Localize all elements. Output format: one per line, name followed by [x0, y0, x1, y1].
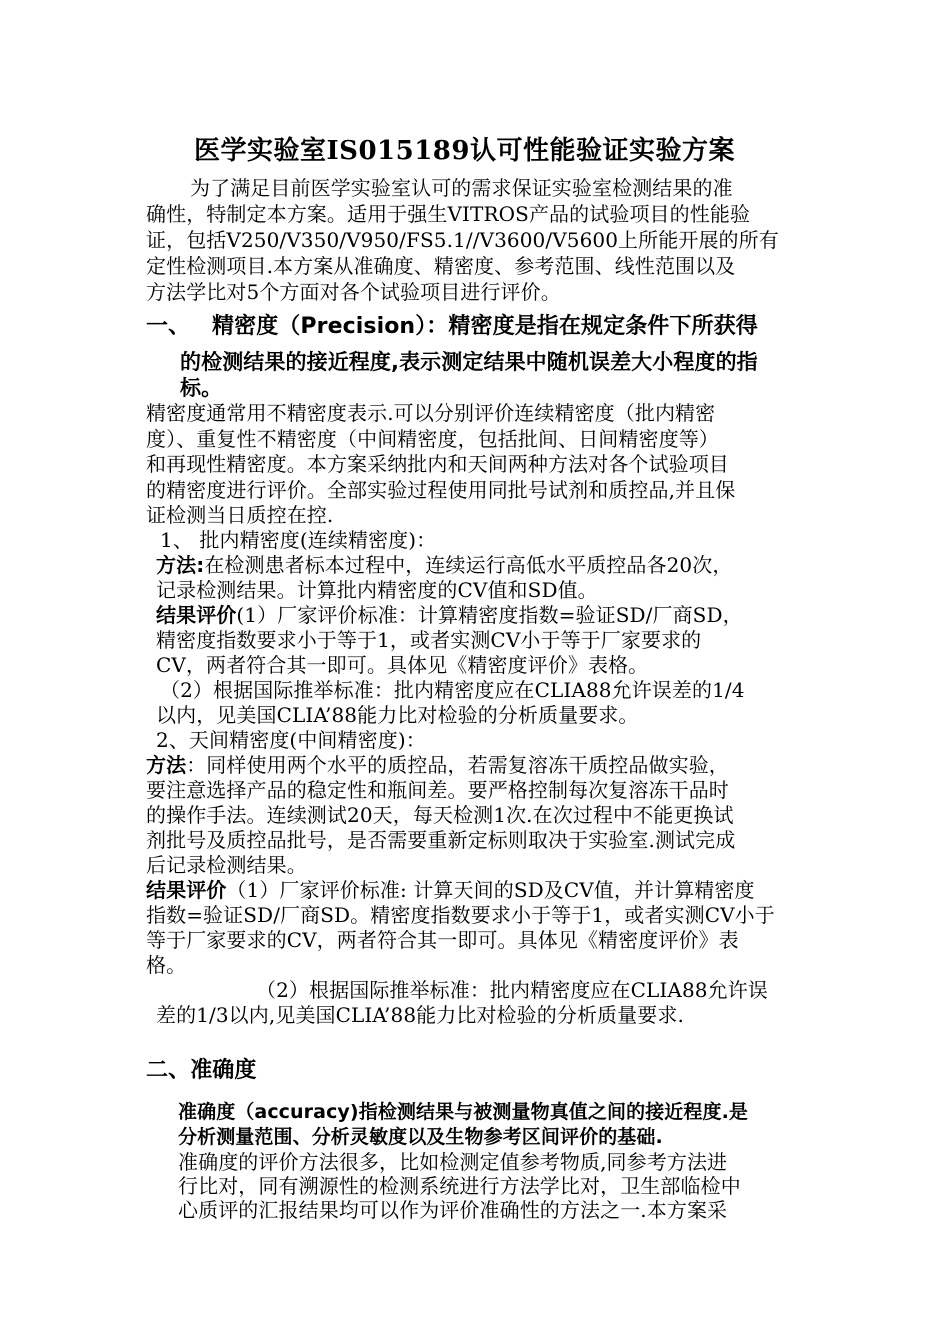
sub1-method-line	[156, 552, 732, 578]
sub1-eval-label: 结果评价	[156, 603, 237, 627]
section1-heading-line: 的检测结果的接近程度,表示测定结果中随机误差大小程度的指	[180, 350, 758, 374]
sub1-eval-text: (1）厂家评价标准：计算精密度指数=验证SD/厂商SD，	[236, 603, 743, 627]
sub1-eval-line: 以内，见美国CLIA’88能力比对检验的分析质量要求。	[156, 703, 639, 727]
sub2-eval-line: 差的1/3以内,见美国CLIA’88能力比对检验的分析质量要求.	[156, 1003, 684, 1027]
section1-heading-line: 精密度（Precision）：精密度是指在规定条件下所获得	[212, 314, 758, 339]
sub1-eval-line: （2）根据国际推举标准：批内精密度应在CLIA88允许误差的1/4	[160, 678, 745, 702]
sub2-heading: 2、天间精密度(中间精密度)：	[156, 728, 426, 752]
section1-body-line: 和再现性精密度。本方案采纳批内和天间两种方法对各个试验项目	[146, 452, 729, 476]
sub1-heading: 1、 批内精密度(连续精密度)：	[160, 528, 437, 552]
intro-line: 为了满足目前医学实验室认可的需求保证实验室检测结果的准	[190, 176, 733, 200]
sub2-eval-text: （1）厂家评价标准: 计算天间的SD及CV值，并计算精密度	[226, 878, 755, 902]
sub1-method-line: 记录检测结果。计算批内精密度的CV值和SD值。	[156, 578, 598, 602]
intro-line: 确性，特制定本方案。适用于强生VITROS产品的试验项目的性能验	[146, 202, 751, 226]
section1-body-line: 证检测当日质控在控.	[146, 503, 334, 527]
section2-body-line: 心质评的汇报结果均可以作为评价准确性的方法之一.本方案采	[178, 1198, 728, 1222]
section1-body-line: 度）、重复性不精密度（中间精密度，包括批间、日间精密度等）	[146, 427, 719, 451]
section2-body-line: 准确度的评价方法很多，比如检测定值参考物质,同参考方法进	[178, 1150, 728, 1174]
sub2-method-line	[146, 752, 729, 778]
section1-body-line: 的精密度进行评价。全部实验过程使用同批号试剂和质控品,并且保	[146, 478, 736, 502]
sub1-eval-line	[156, 602, 743, 628]
sub2-eval-line: 格。	[146, 953, 187, 977]
sub2-method-line: 后记录检测结果。	[146, 853, 307, 877]
sub2-eval-line: 指数=验证SD/厂商SD。精密度指数要求小于等于1，或者实测CV小于	[146, 903, 775, 927]
sub2-eval-line: （2）根据国际推举标准：批内精密度应在CLIA88允许误	[256, 978, 768, 1002]
sub2-eval-line: 等于厂家要求的CV，两者符合其一即可。具体见《精密度评价》表	[146, 928, 739, 952]
sub2-method-text: ：同样使用两个水平的质控品，若需复溶冻干质控品做实验，	[186, 753, 729, 777]
sub2-eval-label: 结果评价	[146, 878, 227, 902]
intro-line: 定性检测项目.本方案从准确度、精密度、参考范围、线性范围以及	[146, 254, 736, 278]
intro-line: 方法学比对5个方面对各个试验项目进行评价。	[146, 280, 561, 304]
section1-heading-line: 标。	[180, 376, 223, 400]
document-title: 医学实验室IS015189认可性能验证实验方案	[194, 136, 735, 166]
sub2-method-line: 要注意选择产品的稳定性和瓶间差。要严格控制每次复溶冻干品时	[146, 778, 729, 802]
sub1-method-text: 在检测患者标本过程中，连续运行高低水平质控品各20次，	[204, 553, 733, 577]
sub1-method-label: 方法:	[156, 553, 205, 577]
sub1-eval-line: CV，两者符合其一即可。具体见《精密度评价》表格。	[156, 653, 649, 677]
sub2-method-line: 剂批号及质控品批号，是否需要重新定标则取决于实验室.测试完成	[146, 828, 736, 852]
sub2-eval-line	[146, 877, 755, 903]
sub1-eval-line: 精密度指数要求小于等于1，或者实测CV小于等于厂家要求的	[156, 628, 702, 652]
section2-heading: 二、准确度	[146, 1058, 257, 1083]
section1-number: 一、	[146, 314, 191, 339]
section2-bold-line: 分析测量范围、分析灵敏度以及生物参考区间评价的基础.	[178, 1126, 663, 1148]
section2-bold-line: 准确度（accuracy)指检测结果与被测量物真值之间的接近程度.是	[178, 1101, 749, 1123]
section1-body-line: 精密度通常用不精密度表示.可以分别评价连续精密度（批内精密	[146, 401, 716, 425]
intro-line: 证，包括V250/V350/V950/FS5.1//V3600/V5600上所能开展的所有	[146, 228, 779, 252]
section2-body-line: 行比对，同有溯源性的检测系统进行方法学比对，卫生部临检中	[178, 1174, 741, 1198]
sub2-method-label: 方法	[146, 753, 187, 777]
sub2-method-line: 的操作手法。连续测试20天，每天检测1次.在次过程中不能更换试	[146, 803, 734, 827]
